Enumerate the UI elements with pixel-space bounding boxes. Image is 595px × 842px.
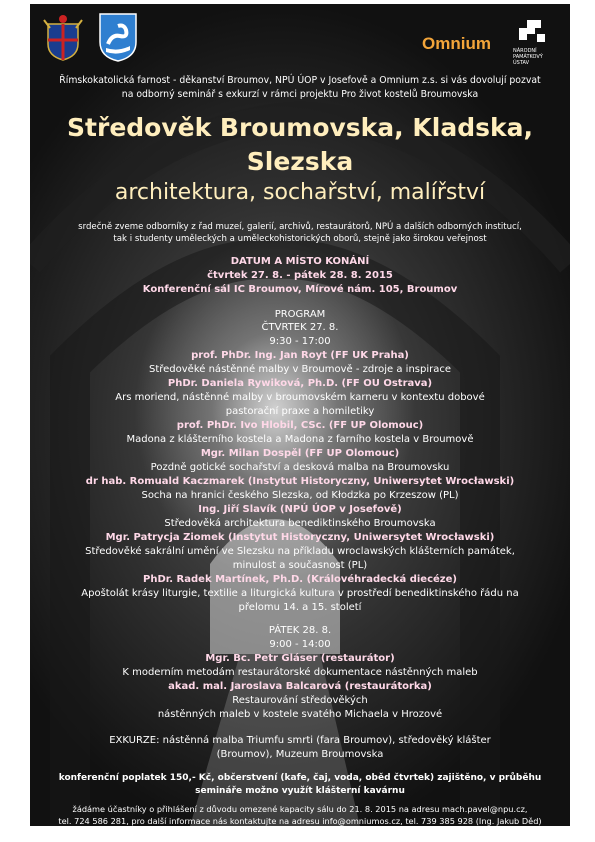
day2-talk-line: nástěnných maleb v kostele svatého Michaela v Hrozové [157, 709, 443, 720]
day1-talk-line: Apoštolát krásy liturgie, textilie a liturgická kultura v prostředí benediktinského řádu na [81, 588, 519, 599]
npu-line-1: NÁRODNÍ [513, 48, 537, 54]
npu-line-2: PAMÁTKOVÝ [513, 54, 543, 60]
day1-speaker-line: prof. PhDr. Ivo Hlobil, CSc. (FF UP Olomouc) [176, 420, 424, 431]
day1-talk-line: Ars moriend, nástěnné malby v broumovském karneru v kontextu dobové [115, 392, 485, 403]
npu-line-3: ÚSTAV [513, 60, 530, 66]
day1-talk-line: Středověké nástěnné malby v Broumově - zdroje a inspirace [148, 364, 452, 375]
day2-program-list [30, 4, 570, 826]
invitation-line-1: srdečně zveme odborníky z řad muzeí, galerií, archivů, restaurátorů, NPÚ a dalších odborných institucí, [78, 222, 522, 232]
date-place-heading: DATUM A MÍSTO KONÁNÍ [230, 256, 370, 267]
day1-speaker-line: PhDr. Daniela Rywiková, Ph.D. (FF OU Ostrava) [167, 378, 433, 389]
day1-talk-line: pastorační praxe a homiletiky [225, 406, 375, 417]
day1-talk-line: Středověké sakrální umění ve Slezsku na příkladu wroclawských klášterních památek, [85, 546, 515, 557]
day1-talk-line: Socha na hranici českého Slezska, od Kłodzka po Krzeszow (PL) [141, 490, 459, 501]
day2-time: 9:00 - 14:00 [269, 639, 331, 650]
day1-speaker-line: Ing. Jiří Slavík (NPÚ ÚOP v Josefově) [198, 504, 402, 515]
day2-label: PÁTEK 28. 8. [268, 625, 332, 636]
day1-talk-line: přelomu 14. a 15. století [238, 602, 362, 613]
day2-speaker-line: Mgr. Bc. Petr Gláser (restaurátor) [205, 653, 395, 664]
fee-line-1: konferenční poplatek 150,- Kč, občerstvení (kafe, čaj, voda, oběd čtvrtek) zajištěno, v průběhu [58, 773, 542, 783]
day2-speaker-line: akad. mal. Jaroslava Balcarová (restaurátorka) [168, 681, 432, 692]
contact-line-2: tel. 724 586 281, pro další informace nás kontaktujte na adresu info@omniumos.cz, tel. 739 385 928 (Ing. Jakub Děd) [58, 816, 542, 826]
excursion-line-1: EXKURZE: nástěnná malba Triumfu smrti (fara Broumov), středověký klášter [109, 735, 491, 746]
day1-talk-line: Madona z klášterního kostela a Madona z farního kostela v Broumově [126, 434, 474, 445]
day1-time: 9:30 - 17:00 [269, 336, 331, 347]
day1-talk-line: Středověká architektura benediktinského Broumovska [164, 518, 436, 529]
intro-line-1: Římskokatolická farnost - děkanství Broumov, NPÚ ÚOP v Josefově a Omnium z.s. si vás dovolují pozvat [59, 75, 541, 86]
day1-speaker-line: dr hab. Romuald Kaczmarek (Instytut Historyczny, Uniwersytet Wrocławski) [85, 476, 515, 487]
day1-speaker-line: prof. PhDr. Ing. Jan Royt (FF UK Praha) [191, 350, 409, 361]
contact-line-1: žádáme účastníky o přihlášení z důvodu omezené kapacity sálu do 21. 8. 2015 na adresu mach.pavel@npu.cz, [72, 804, 528, 814]
poster [30, 4, 570, 826]
event-venue: Konferenční sál IC Broumov, Mírové nám. 105, Broumov [142, 284, 458, 295]
program-heading: PROGRAM [274, 309, 326, 320]
day2-talk-line: Restaurování středověkých [232, 695, 368, 706]
day2-talk-line: K moderním metodám restaurátorské dokumentace nástěnných maleb [122, 667, 478, 678]
day1-label: ČTVRTEK 27. 8. [261, 322, 339, 333]
omnium-logo: Omnium [422, 34, 491, 53]
invitation-line-2: tak i studenty uměleckých a uměleckohistorických oborů, stejně jako širokou veřejnost [113, 234, 487, 244]
day1-talk-line: Pozdně gotické sochařství a desková malba na Broumovsku [150, 462, 450, 473]
day1-speaker-line: PhDr. Radek Martínek, Ph.D. (Královéhradecká diecéze) [143, 574, 457, 585]
day1-speaker-line: Mgr. Patrycja Ziomek (Instytut Historyczny, Uniwersytet Wrocławski) [105, 532, 495, 543]
day1-speaker-line: Mgr. Milan Dospěl (FF UP Olomouc) [200, 448, 400, 459]
excursion-line-2: (Broumov), Muzeum Broumovska [216, 749, 384, 760]
title-line-2: Slezska [246, 147, 354, 176]
intro-line-2: na odborný seminář s exkurzí v rámci projektu Pro život kostelů Broumovska [121, 89, 479, 100]
subtitle: architektura, sochařství, malířství [114, 180, 486, 205]
event-dates: čtvrtek 27. 8. - pátek 28. 8. 2015 [207, 270, 393, 281]
day1-talk-line: minulost a současnost (PL) [232, 560, 368, 571]
fee-line-2: semináře možno využít klášterní kavárnu [195, 786, 405, 796]
title-line-1: Středověk Broumovska, Kladska, [67, 113, 533, 142]
